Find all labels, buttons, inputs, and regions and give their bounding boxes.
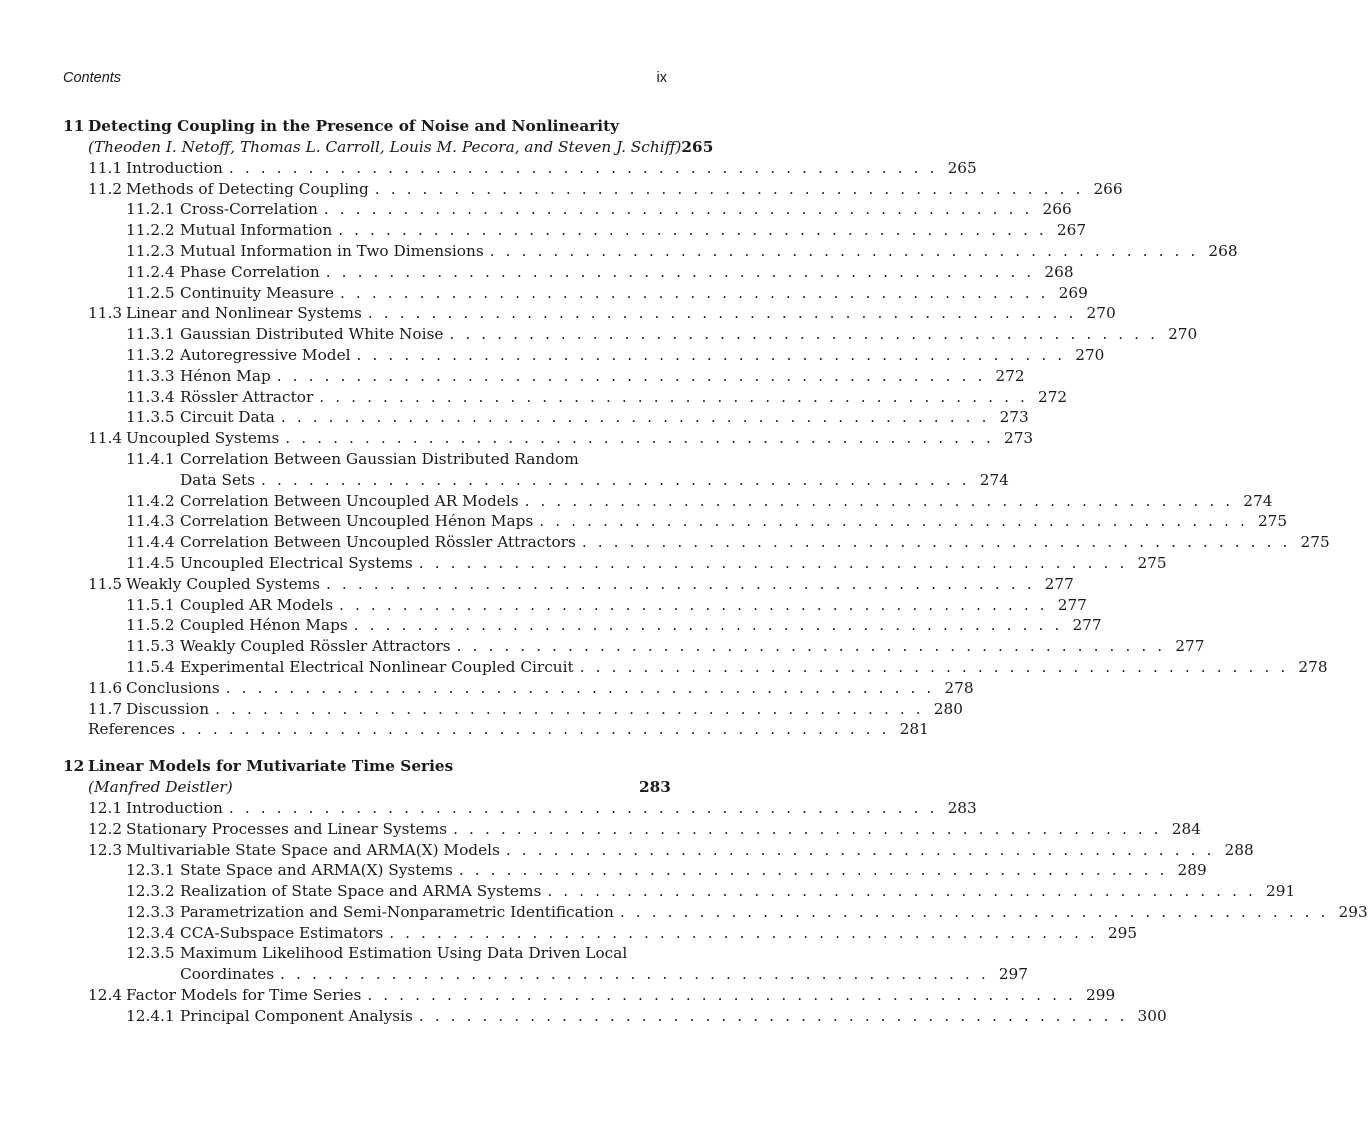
toc-subsection-entry[interactable] (63, 860, 1207, 881)
entry-page-number: 277 (1044, 574, 1074, 593)
leader-dots: . . . . . . . . . . . . . . . . . . . . . . . . . . . . . . . . . . . . . . . . . . . . . (319, 387, 1028, 406)
leader-dots: . . . . . . . . . . . . . . . . . . . . . . . . . . . . . . . . . . . . . . . . . . . . . (280, 965, 989, 984)
entry-title: Gaussian Distributed White Noise (180, 325, 444, 344)
entry-title: References (88, 720, 175, 739)
entry-page-number: 268 (1044, 262, 1074, 281)
entry-title: Correlation Between Uncoupled Hénon Maps (180, 512, 534, 531)
toc-subsection-entry[interactable] (63, 407, 1029, 428)
leader-dots: . . . . . . . . . . . . . . . . . . . . . . . . . . . . . . . . . . . . . . . . . . . . . (505, 840, 1215, 859)
entry-title: Correlation Between Uncoupled AR Models (180, 491, 519, 510)
entry-title: Autoregressive Model (180, 345, 351, 364)
leader-dots: . . . . . . . . . . . . . . . . . . . . . . . . . . . . . . . . . . . . . . . . . . . . . (285, 429, 994, 448)
toc-section-entry[interactable] (63, 158, 977, 179)
entry-number: 11.4.5 (126, 553, 175, 572)
toc-subsection-entry[interactable] (63, 220, 1087, 241)
leader-dots: . . . . . . . . . . . . . . . . . . . . . . . . . . . . . . . . . . . . . . . . . . . . . (389, 923, 1098, 942)
entry-number: 11.5.4 (126, 657, 175, 676)
entry-page-number: 281 (899, 720, 929, 739)
entry-title: Experimental Electrical Nonlinear Coupled Circuit (180, 657, 574, 676)
entry-number: 11.5 (88, 574, 123, 593)
leader-dots: . . . . . . . . . . . . . . . . . . . . . . . . . . . . . . . . . . . . . . . . . . . . . (619, 902, 1329, 921)
entry-title: CCA-Subspace Estimators (180, 923, 384, 942)
entry-title: Cross-Correlation (180, 200, 318, 219)
entry-page-number: 277 (1072, 616, 1102, 635)
entry-title: Multivariable State Space and ARMA(X) Models (126, 840, 500, 859)
leader-dots: . . . . . . . . . . . . . . . . . . . . . . . . . . . . . . . . . . . . . . . . . . . . . (418, 553, 1128, 572)
leader-dots: . . . . . . . . . . . . . . . . . . . . . . . . . . . . . . . . . . . . . . . . . . . . . (524, 491, 1234, 510)
leader-dots: . . . . . . . . . . . . . . . . . . . . . . . . . . . . . . . . . . . . . . . . . . . . . (225, 678, 935, 697)
toc-subsection-entry[interactable] (63, 923, 1138, 944)
entry-title: Correlation Between Uncoupled Rössler Attractors (180, 533, 576, 552)
toc-subsection-entry[interactable] (63, 262, 1074, 283)
entry-number: 11.4.2 (126, 491, 175, 510)
leader-dots: . . . . . . . . . . . . . . . . . . . . . . . . . . . . . . . . . . . . . . . . . . . . . (180, 720, 890, 739)
toc-subsection-entry[interactable] (63, 324, 1198, 345)
toc-subsection-entry[interactable] (63, 387, 1068, 408)
leader-dots: . . . . . . . . . . . . . . . . . . . . . . . . . . . . . . . . . . . . . . . . . . . . . (367, 986, 1076, 1005)
entry-page-number: 297 (998, 965, 1029, 984)
entry-page-number: 293 (1338, 902, 1368, 921)
toc-section-entry[interactable] (63, 819, 1201, 840)
leader-dots: . . . . . . . . . . . . . . . . . . . . . . . . . . . . . . . . . . . . . . . . . . . . . (326, 574, 1035, 593)
chapter-number: 11 (63, 117, 85, 135)
toc-section-entry[interactable] (63, 699, 963, 720)
entry-number: 11.3.2 (126, 345, 175, 364)
entry-title: Uncoupled Electrical Systems (180, 553, 413, 572)
entry-number: 11.6 (88, 678, 123, 697)
entry-number: 11.3.4 (126, 387, 175, 406)
entry-title: Coupled AR Models (180, 595, 334, 614)
toc-entry-continuation[interactable] (63, 470, 1009, 491)
entry-page-number: 288 (1224, 840, 1254, 859)
entry-page-number: 269 (1058, 283, 1088, 302)
toc-subsection-entry[interactable] (63, 345, 1105, 366)
authors-text: (Manfred Deistler) (88, 778, 233, 797)
entry-title: Coupled Hénon Maps (180, 616, 348, 635)
entry-number: 11.4.3 (126, 512, 175, 531)
entry-number: 11.3.3 (126, 366, 175, 385)
toc-subsection-entry[interactable] (63, 511, 1288, 532)
table-of-contents (63, 116, 1368, 1027)
leader-dots: . . . . . . . . . . . . . . . . . . . . . . . . . . . . . . . . . . . . . . . . . . . . . (453, 819, 1162, 838)
toc-subsection-entry[interactable] (63, 595, 1087, 616)
toc-subsection-entry[interactable] (63, 366, 1025, 387)
references-entry[interactable] (63, 719, 929, 740)
entry-title: Parametrization and Semi-Nonparametric Identification (180, 902, 614, 921)
header-section-title: Contents (63, 70, 122, 86)
toc-subsection-entry[interactable] (63, 1006, 1167, 1027)
toc-subsection-entry[interactable] (63, 657, 1328, 678)
leader-dots: . . . . . . . . . . . . . . . . . . . . . . . . . . . . . . . . . . . . . . . . . . . . . (338, 221, 1047, 240)
authors-text: (Theoden I. Netoff, Thomas L. Carroll, Louis M. Pecora, and Steven J. Schiff) (88, 138, 682, 156)
entry-page-number: 266 (1093, 179, 1123, 198)
entry-number: 11.2.5 (126, 283, 175, 302)
leader-dots: . . . . . . . . . . . . . . . . . . . . . . . . . . . . . . . . . . . . . . . . . . . . . (356, 345, 1066, 364)
leader-dots: . . . . . . . . . . . . . . . . . . . . . . . . . . . . . . . . . . . . . . . . . . . . . (579, 657, 1289, 676)
running-header (63, 70, 667, 90)
toc-subsection-entry[interactable] (63, 943, 667, 964)
toc-section-entry[interactable] (63, 840, 1254, 861)
chapter-title-text: Detecting Coupling in the Presence of Noise and Nonlinearity (88, 117, 620, 135)
chapter-page-number: 265 (681, 138, 714, 156)
toc-section-entry[interactable] (63, 428, 1034, 449)
entry-number: 11.4 (88, 429, 123, 448)
entry-title: Introduction (126, 158, 223, 177)
leader-dots: . . . . . . . . . . . . . . . . . . . . . . . . . . . . . . . . . . . . . . . . . . . . . (418, 1006, 1128, 1025)
entry-number: 12.1 (88, 798, 123, 817)
entry-number: 12.4 (88, 986, 123, 1005)
entry-title: Mutual Information (180, 221, 333, 240)
chapter-authors (63, 777, 671, 798)
entry-number: 11.7 (88, 699, 123, 718)
leader-dots: . . . . . . . . . . . . . . . . . . . . . . . . . . . . . . . . . . . . . . . . . . . . . (215, 699, 924, 718)
entry-number: 12.2 (88, 819, 123, 838)
chapter-title (63, 116, 667, 137)
entry-page-number: 283 (947, 798, 977, 817)
leader-dots: . . . . . . . . . . . . . . . . . . . . . . . . . . . . . . . . . . . . . . . . . . . . . (325, 262, 1035, 281)
entry-title: Hénon Map (180, 366, 271, 385)
leader-dots: . . . . . . . . . . . . . . . . . . . . . . . . . . . . . . . . . . . . . . . . . . . . . (280, 408, 990, 427)
entry-number: 11.1 (88, 158, 123, 177)
entry-number: 12.3.1 (126, 861, 175, 880)
entry-number: 11.5.1 (126, 595, 175, 614)
leader-dots: . . . . . . . . . . . . . . . . . . . . . . . . . . . . . . . . . . . . . . . . . . . . . (228, 158, 938, 177)
entry-page-number: 277 (1057, 595, 1087, 614)
entry-page-number: 265 (947, 158, 977, 177)
entry-page-number: 268 (1208, 241, 1238, 260)
entry-page-number: 278 (944, 678, 974, 697)
entry-title: Discussion (126, 699, 210, 718)
entry-number: 11.5.2 (126, 616, 175, 635)
toc-subsection-entry[interactable] (63, 241, 1238, 262)
entry-number: 12.3.5 (126, 944, 175, 963)
toc-subsection-entry[interactable] (63, 491, 1273, 512)
entry-page-number: 274 (979, 470, 1009, 489)
entry-title: Methods of Detecting Coupling (126, 179, 369, 198)
leader-dots: . . . . . . . . . . . . . . . . . . . . . . . . . . . . . . . . . . . . . . . . . . . . . (323, 200, 1033, 219)
entry-title: Conclusions (126, 678, 220, 697)
header-page-number: ix (656, 70, 667, 86)
entry-title: Principal Component Analysis (180, 1006, 413, 1025)
entry-title: Mutual Information in Two Dimensions (180, 241, 484, 260)
entry-number: 11.3.1 (126, 325, 175, 344)
entry-number: 11.2.2 (126, 221, 175, 240)
toc-section-entry[interactable] (63, 985, 1116, 1006)
entry-page-number: 300 (1137, 1006, 1167, 1025)
entry-title: Rössler Attractor (180, 387, 314, 406)
entry-page-number: 299 (1086, 986, 1116, 1005)
entry-title: Factor Models for Time Series (126, 986, 362, 1005)
entry-page-number: 270 (1075, 345, 1105, 364)
toc-subsection-entry[interactable] (63, 881, 1296, 902)
entry-page-number: 266 (1042, 200, 1072, 219)
chapter-number: 12 (63, 757, 85, 776)
leader-dots: . . . . . . . . . . . . . . . . . . . . . . . . . . . . . . . . . . . . . . . . . . . . . (489, 241, 1199, 260)
entry-title: State Space and ARMA(X) Systems (180, 861, 453, 880)
entry-title: Realization of State Space and ARMA Systems (180, 882, 542, 901)
entry-page-number: 280 (933, 699, 963, 718)
entry-page-number: 289 (1177, 861, 1207, 880)
leader-dots: . . . . . . . . . . . . . . . . . . . . . . . . . . . . . . . . . . . . . . . . . . . . . (353, 616, 1063, 635)
entry-title: Uncoupled Systems (126, 429, 280, 448)
entry-page-number: 277 (1175, 637, 1205, 656)
toc-entry-continuation[interactable] (63, 964, 1029, 985)
entry-title: Phase Correlation (180, 262, 320, 281)
leader-dots: . . . . . . . . . . . . . . . . . . . . . . . . . . . . . . . . . . . . . . . . . . . . . (581, 533, 1291, 552)
chapter-title (63, 756, 667, 777)
entry-page-number: 273 (999, 408, 1029, 427)
entry-number: 12.3.3 (126, 902, 175, 921)
toc-section-entry[interactable] (63, 303, 1116, 324)
leader-dots: . . . . . . . . . . . . . . . . . . . . . . . . . . . . . . . . . . . . . . . . . . . . . (449, 325, 1159, 344)
entry-number: 12.3 (88, 840, 123, 859)
entry-page-number: 275 (1300, 533, 1330, 552)
entry-number: 12.3.4 (126, 923, 175, 942)
chapter-title-text: Linear Models for Mutivariate Time Series (88, 757, 454, 776)
toc-section-entry[interactable] (63, 179, 1123, 200)
entry-title-continued: Coordinates (180, 965, 275, 984)
entry-number: 12.3.2 (126, 882, 175, 901)
leader-dots: . . . . . . . . . . . . . . . . . . . . . . . . . . . . . . . . . . . . . . . . . . . . . (228, 798, 938, 817)
entry-title: Continuity Measure (180, 283, 334, 302)
toc-section-entry[interactable] (63, 574, 1074, 595)
entry-number: 11.2.3 (126, 241, 175, 260)
chapter-gap (63, 740, 667, 756)
entry-page-number: 270 (1168, 325, 1198, 344)
entry-number: 11.3 (88, 304, 123, 323)
entry-title: Weakly Coupled Systems (126, 574, 320, 593)
chapter-page-number: 283 (639, 778, 671, 797)
entry-number: 11.2 (88, 179, 123, 198)
entry-title: Linear and Nonlinear Systems (126, 304, 362, 323)
leader-dots: . . . . . . . . . . . . . . . . . . . . . . . . . . . . . . . . . . . . . . . . . . . . . (339, 283, 1049, 302)
entry-page-number: 267 (1056, 221, 1087, 240)
leader-dots: . . . . . . . . . . . . . . . . . . . . . . . . . . . . . . . . . . . . . . . . . . . . . (539, 512, 1248, 531)
leader-dots: . . . . . . . . . . . . . . . . . . . . . . . . . . . . . . . . . . . . . . . . . . . . . (456, 637, 1166, 656)
entry-page-number: 272 (1037, 387, 1068, 406)
entry-title: Stationary Processes and Linear Systems (126, 819, 448, 838)
entry-page-number: 270 (1086, 304, 1116, 323)
chapter-authors (63, 137, 714, 158)
entry-page-number: 272 (995, 366, 1025, 385)
toc-section-entry[interactable] (63, 798, 977, 819)
toc-subsection-entry[interactable] (63, 636, 1205, 657)
entry-title: Maximum Likelihood Estimation Using Data Driven Local (180, 944, 628, 963)
toc-subsection-entry[interactable] (63, 532, 1330, 553)
entry-page-number: 275 (1257, 512, 1288, 531)
entry-number: 11.2.4 (126, 262, 175, 281)
entry-page-number: 295 (1107, 923, 1138, 942)
toc-subsection-entry[interactable] (63, 283, 1088, 304)
entry-page-number: 278 (1298, 657, 1328, 676)
entry-number: 11.5.3 (126, 637, 175, 656)
toc-subsection-entry[interactable] (63, 553, 1167, 574)
entry-page-number: 275 (1137, 553, 1167, 572)
leader-dots: . . . . . . . . . . . . . . . . . . . . . . . . . . . . . . . . . . . . . . . . . . . . . (367, 304, 1077, 323)
leader-dots: . . . . . . . . . . . . . . . . . . . . . . . . . . . . . . . . . . . . . . . . . . . . . (339, 595, 1048, 614)
entry-number: 11.4.4 (126, 533, 175, 552)
toc-subsection-entry[interactable] (63, 449, 667, 470)
toc-section-entry[interactable] (63, 678, 974, 699)
leader-dots: . . . . . . . . . . . . . . . . . . . . . . . . . . . . . . . . . . . . . . . . . . . . . (547, 882, 1256, 901)
entry-title: Weakly Coupled Rössler Attractors (180, 637, 451, 656)
entry-title: Circuit Data (180, 408, 275, 427)
toc-subsection-entry[interactable] (63, 615, 1102, 636)
toc-subsection-entry[interactable] (63, 199, 1072, 220)
entry-page-number: 274 (1243, 491, 1273, 510)
entry-title: Introduction (126, 798, 223, 817)
leader-dots: . . . . . . . . . . . . . . . . . . . . . . . . . . . . . . . . . . . . . . . . . . . . . (261, 470, 970, 489)
entry-number: 12.4.1 (126, 1006, 175, 1025)
entry-number: 11.3.5 (126, 408, 175, 427)
entry-page-number: 273 (1003, 429, 1034, 448)
leader-dots: . . . . . . . . . . . . . . . . . . . . . . . . . . . . . . . . . . . . . . . . . . . . . (458, 861, 1168, 880)
toc-subsection-entry[interactable] (63, 902, 1368, 923)
entry-page-number: 284 (1171, 819, 1201, 838)
leader-dots: . . . . . . . . . . . . . . . . . . . . . . . . . . . . . . . . . . . . . . . . . . . . . (276, 366, 986, 385)
entry-page-number: 291 (1266, 882, 1296, 901)
leader-dots: . . . . . . . . . . . . . . . . . . . . . . . . . . . . . . . . . . . . . . . . . . . . . (374, 179, 1084, 198)
entry-number: 11.2.1 (126, 200, 175, 219)
entry-title-continued: Data Sets (180, 470, 256, 489)
entry-number: 11.4.1 (126, 449, 175, 468)
entry-title: Correlation Between Gaussian Distributed Random (180, 449, 579, 468)
